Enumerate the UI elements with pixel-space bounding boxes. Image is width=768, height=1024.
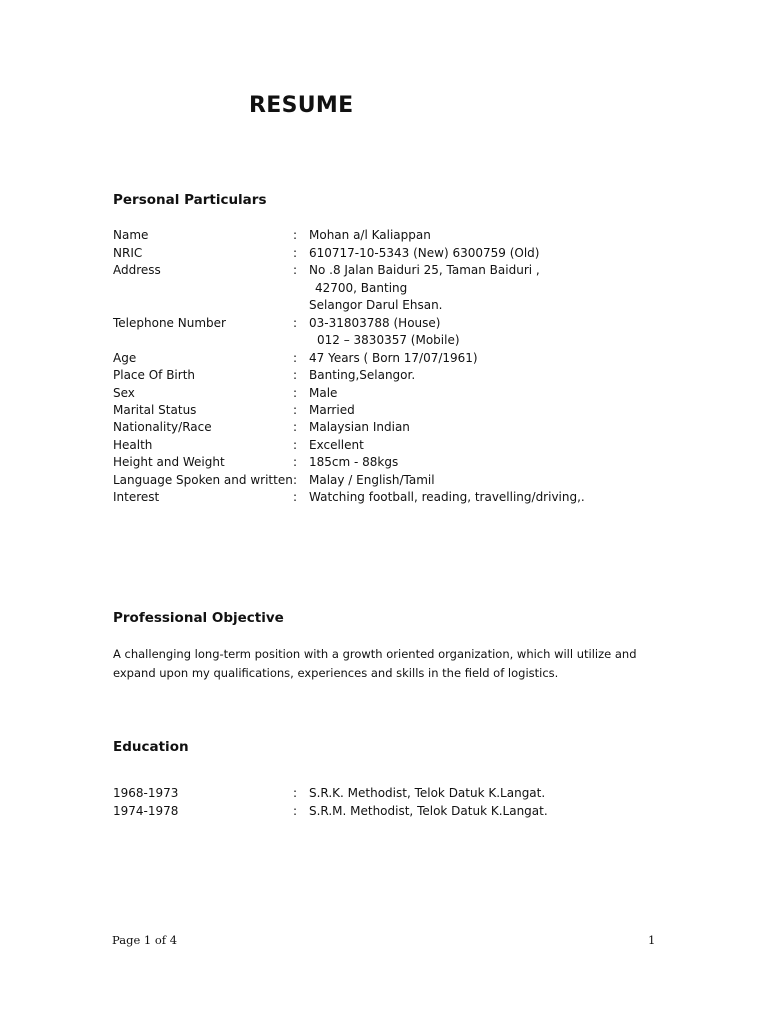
row-label: Nationality/Race [113,420,212,434]
row-separator: : [293,246,298,260]
marital-status-row [113,402,673,419]
row-separator: : [293,455,298,469]
objective-line: A challenging long-term position with a growth oriented organization, which will utilize and [113,647,637,661]
education-heading: Education [113,739,189,755]
age-row [113,350,673,367]
health-row [113,437,673,454]
row-separator: : [293,403,298,417]
row-separator: : [293,263,298,277]
row-value: Banting,Selangor. [309,368,416,382]
page-indicator: Page 1 of 4 [112,933,178,947]
professional-objective-heading: Professional Objective [113,610,284,626]
name-row [113,227,673,244]
address-line-2: 42700, Banting [315,281,408,295]
row-value: Male [309,386,338,400]
place-of-birth-row [113,367,673,384]
telephone-row [113,315,673,332]
document-title: RESUME [249,93,354,118]
row-label: Language Spoken and written [113,473,293,487]
row-value: S.R.M. Methodist, Telok Datuk K.Langat. [309,804,548,818]
sex-row [113,385,673,402]
row-value: No .8 Jalan Baiduri 25, Taman Baiduri , [309,263,540,277]
education-row [113,803,673,820]
row-value: 610717-10-5343 (New) 6300759 (Old) [309,246,540,260]
row-value: Watching football, reading, travelling/driving,. [309,490,585,504]
row-label: Marital Status [113,403,197,417]
row-value: S.R.K. Methodist, Telok Datuk K.Langat. [309,786,546,800]
row-label: Place Of Birth [113,368,196,382]
row-value: Married [309,403,355,417]
row-separator: : [293,438,298,452]
row-label: Health [113,438,153,452]
row-value: Malaysian Indian [309,420,410,434]
height-weight-row [113,454,673,471]
row-label: Height and Weight [113,455,225,469]
row-label: Name [113,228,149,242]
row-label: 1974-1978 [113,804,179,818]
row-separator: : [293,786,298,800]
education-row [113,785,673,802]
telephone-line-2: 012 – 3830357 (Mobile) [317,333,460,347]
row-value: 03-31803788 (House) [309,316,441,330]
row-separator: : [293,351,298,365]
row-separator: : [293,368,298,382]
address-line-3: Selangor Darul Ehsan. [309,298,443,312]
personal-particulars-heading: Personal Particulars [113,192,267,208]
row-value: 185cm - 88kgs [309,455,399,469]
row-value: Mohan a/l Kaliappan [309,228,431,242]
objective-line: expand upon my qualifications, experiences and skills in the field of logistics. [113,666,559,680]
row-separator: : [293,386,298,400]
nric-row [113,245,673,262]
row-separator: : [293,804,298,818]
row-separator: : [293,228,298,242]
address-row [113,262,673,279]
row-separator: : [293,473,298,487]
page-number: 1 [648,933,656,947]
row-value: Excellent [309,438,364,452]
row-label: Age [113,351,137,365]
row-label: Sex [113,386,135,400]
row-value: 47 Years ( Born 17/07/1961) [309,351,478,365]
row-separator: : [293,490,298,504]
row-label: 1968-1973 [113,786,179,800]
row-label: Interest [113,490,160,504]
row-label: Telephone Number [113,316,226,330]
language-row [113,472,673,489]
row-label: NRIC [113,246,143,260]
row-label: Address [113,263,161,277]
row-value: Malay / English/Tamil [309,473,435,487]
nationality-row [113,419,673,436]
row-separator: : [293,316,298,330]
interest-row [113,489,673,506]
row-separator: : [293,420,298,434]
objective-paragraph [113,645,673,683]
